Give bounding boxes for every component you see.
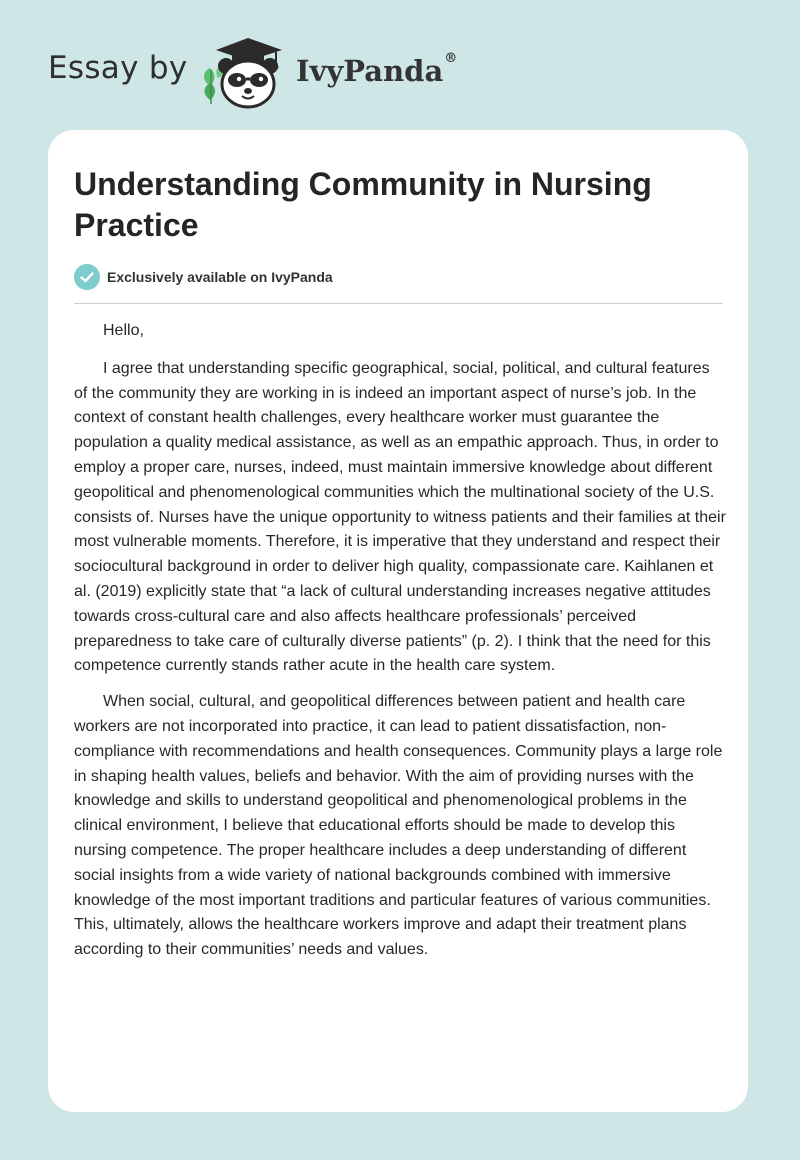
essay-card [48, 130, 748, 1112]
brand-text: IvyPanda [296, 54, 444, 88]
site-header [0, 0, 800, 130]
registered-mark: ® [444, 51, 458, 67]
divider [74, 303, 723, 304]
paragraph: I agree that understanding specific geographical, social, political, and cultural features of the community they are working in is indeed an important aspect of nurse’s job. In the context of constant health challenges, every healthcare worker must guarantee the population a quality medical assistance, as well as an empathic approach. Thus, in order to employ a proper care, nurses, indeed, must maintain immersive knowledge about different geopolitical and phenomenological communities which the multinational society of the U.S. consists of. Nurses have the unique opportunity to witness patients and their families at their most vulnerable moments. Therefore, it is imperative that they understand and respect their sociocultural background in order to deliver high quality, compassionate care. Kaihlanen et al. (2019) explicitly state that “a lack of cultural understanding increases negative attitudes towards cross-cultural care and also affects healthcare professionals’ perceived preparedness to take care of culturally diverse patients” (p. 2). I think that the need for this competence currently stands rather acute in the health care system. [74, 359, 726, 675]
page-title: Understanding Community in Nursing Practice [74, 166, 652, 243]
essay-by-label: Essay by [48, 50, 188, 86]
panda-logo-icon[interactable] [196, 34, 296, 110]
paragraph: When social, cultural, and geopolitical differences between patient and health care workers are not incorporated into practice, it can lead to patient dissatisfaction, non-compliance with recommendations and health consequences. Community plays a large role in shaping health values, beliefs and behavior. With the aim of providing nurses with the knowledge and skills to understand geopolitical and phenomenological problems in the clinical environment, I believe that educational efforts should be made to develop this nursing competence. The proper healthcare includes a deep understanding of different social insights from a wide variety of national backgrounds combined with immersive knowledge of the most important traditions and particular features of various communities. This, ultimately, allows the healthcare workers improve and adapt their treatment plans according to their communities’ needs and values. [74, 693, 723, 959]
check-circle-icon [74, 264, 100, 290]
brand-name[interactable] [296, 51, 458, 88]
exclusive-badge [74, 264, 333, 290]
paragraph-greeting: Hello, [103, 322, 144, 339]
exclusive-label: Exclusively available on IvyPanda [107, 269, 333, 285]
essay-body [74, 319, 726, 974]
